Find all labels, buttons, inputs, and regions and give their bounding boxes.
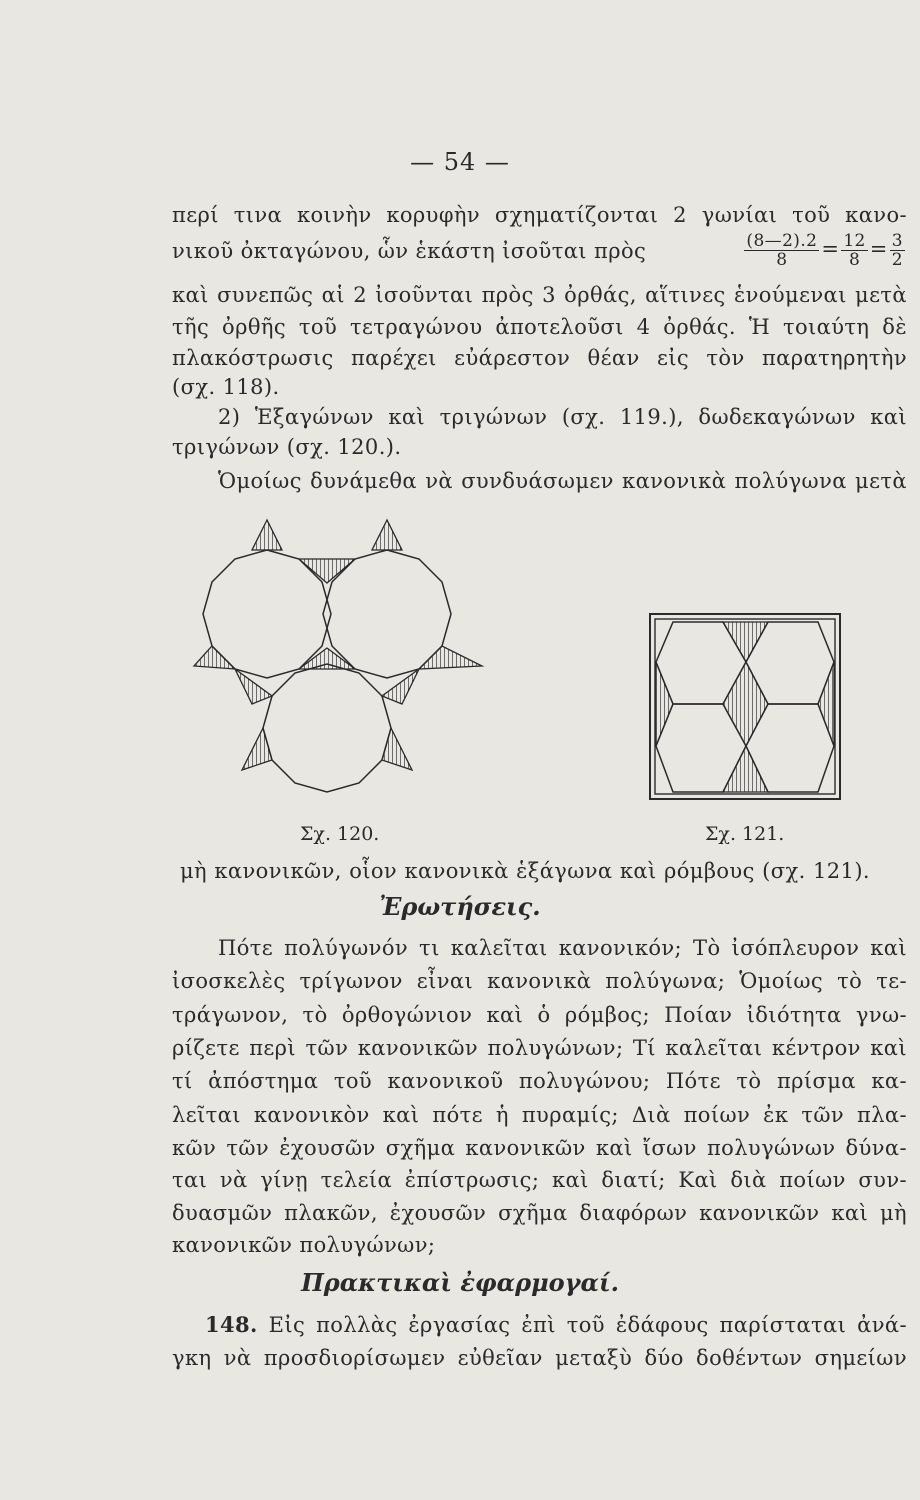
triangle bbox=[299, 559, 355, 583]
fraction bbox=[841, 232, 867, 269]
rhombus bbox=[723, 662, 768, 746]
question-line: δυασμῶν πλακῶν, ἐχουσῶν σχῆμα διαφόρων κανονικῶν καὶ μὴ bbox=[172, 1201, 907, 1225]
text-line-with-fractions bbox=[172, 232, 907, 269]
dodecagon bbox=[263, 664, 391, 792]
question-line: τράγωνον, τὸ ὀρθογώνιον καὶ ὁ ρόμβος; Ποίαν ἰδιότητα γνω- bbox=[172, 1003, 907, 1027]
triangle bbox=[194, 646, 235, 669]
figure-120-dodecagons-triangles bbox=[172, 508, 502, 808]
application-line: γκη νὰ προσδιορίσωμεν εὐθεῖαν μεταξὺ δύο δοθέντων σημείων bbox=[172, 1346, 907, 1370]
triangle bbox=[382, 728, 412, 770]
text-line: 2) Ἑξαγώνων καὶ τριγώνων (σχ. 119.), δωδεκαγώνων καὶ bbox=[218, 405, 907, 429]
rhombus bbox=[723, 746, 768, 792]
denominator: 8 bbox=[776, 250, 788, 270]
figure-121-hexagons-rhombi bbox=[648, 612, 848, 802]
triangle bbox=[299, 648, 355, 669]
paragraph-number: 148. bbox=[205, 1312, 258, 1337]
text-line: τριγώνων (σχ. 120.). bbox=[172, 435, 402, 459]
denominator: 8 bbox=[848, 250, 861, 270]
triangle bbox=[252, 520, 282, 550]
text-span: νικοῦ ὀκταγώνου, ὧν ἑκάστη ἰσοῦται πρὸς bbox=[172, 238, 647, 263]
question-line: ρίζετε περὶ τῶν κανονικῶν πολυγώνων; Τί καλεῖται κέντρον καὶ bbox=[172, 1036, 907, 1060]
question-line: Πότε πολύγωνόν τι καλεῖται κανονικόν; Τὸ ἰσόπλευρον καὶ bbox=[218, 936, 907, 960]
text-line: μὴ κανονικῶν, οἷον κανονικὰ ἑξάγωνα καὶ ρόμβους (σχ. 121). bbox=[180, 859, 870, 883]
question-line: τί ἀπόστημα τοῦ κανονικοῦ πολυγώνου; Πότε τὸ πρίσμα κα- bbox=[172, 1069, 907, 1093]
applications-heading: Πρακτικαὶ ἐφαρμογαί. bbox=[301, 1268, 619, 1297]
equals-sign: = bbox=[869, 237, 888, 261]
question-line: λεῖται κανονικὸν καὶ πότε ἡ πυραμίς; Διὰ ποίων ἐκ τῶν πλα- bbox=[172, 1103, 907, 1127]
text-line: τῆς ὀρθῆς τοῦ τετραγώνου ἀποτελοῦσι 4 ὀρθάς. Ἡ τοιαύτη δὲ bbox=[172, 315, 907, 339]
question-line: ἰσοσκελὲς τρίγωνον εἶναι κανονικὰ πολύγωνα; Ὁμοίως τὸ τε- bbox=[172, 969, 907, 993]
text-line: πλακόστρωσις παρέχει εὐάρεστον θέαν εἰς τὸν παρατηρητὴν bbox=[172, 346, 907, 370]
numerator: 3 bbox=[891, 231, 903, 251]
fraction-expression bbox=[742, 232, 907, 269]
figure-121-caption: Σχ. 121. bbox=[705, 823, 785, 845]
equals-sign: = bbox=[821, 237, 840, 261]
triangle bbox=[242, 728, 272, 770]
rhombus bbox=[656, 662, 673, 746]
page-number: — 54 — bbox=[410, 148, 510, 176]
numerator: 12 bbox=[843, 231, 866, 251]
fraction bbox=[890, 232, 905, 269]
triangle bbox=[372, 520, 402, 550]
text-line: καὶ συνεπῶς αἱ 2 ἰσοῦνται πρὸς 3 ὀρθάς, αἵτινες ἑνούμεναι μετὰ bbox=[172, 283, 907, 307]
question-line: ται νὰ γίνῃ τελεία ἐπίστρωσις; καὶ διατί; Καὶ διὰ ποίων συν- bbox=[172, 1168, 907, 1192]
text-line: (σχ. 118). bbox=[172, 375, 280, 399]
application-line bbox=[205, 1310, 907, 1340]
figure-120-caption: Σχ. 120. bbox=[300, 823, 380, 845]
fraction bbox=[744, 232, 819, 269]
question-line: κανονικῶν πολυγώνων; bbox=[172, 1233, 436, 1257]
text-span: Εἰς πολλὰς ἐργασίας ἐπὶ τοῦ ἐδάφους παρίσταται ἀνά- bbox=[268, 1313, 907, 1337]
numerator: (8—2).2 bbox=[746, 231, 818, 251]
rhombus bbox=[723, 622, 768, 662]
triangle bbox=[419, 646, 482, 669]
text-line: Ὁμοίως δυνάμεθα νὰ συνδυάσωμεν κανονικὰ πολύγωνα μετὰ bbox=[218, 469, 907, 493]
questions-heading: Ἐρωτήσεις. bbox=[379, 892, 541, 921]
text-line: περί τινα κοινὴν κορυφὴν σχηματίζονται 2 γωνίαι τοῦ κανο- bbox=[172, 203, 907, 227]
question-line: κῶν τῶν ἐχουσῶν σχῆμα κανονικῶν καὶ ἴσων πολυγώνων δύνα- bbox=[172, 1136, 907, 1160]
denominator: 2 bbox=[891, 250, 903, 270]
rhombus bbox=[818, 662, 834, 746]
